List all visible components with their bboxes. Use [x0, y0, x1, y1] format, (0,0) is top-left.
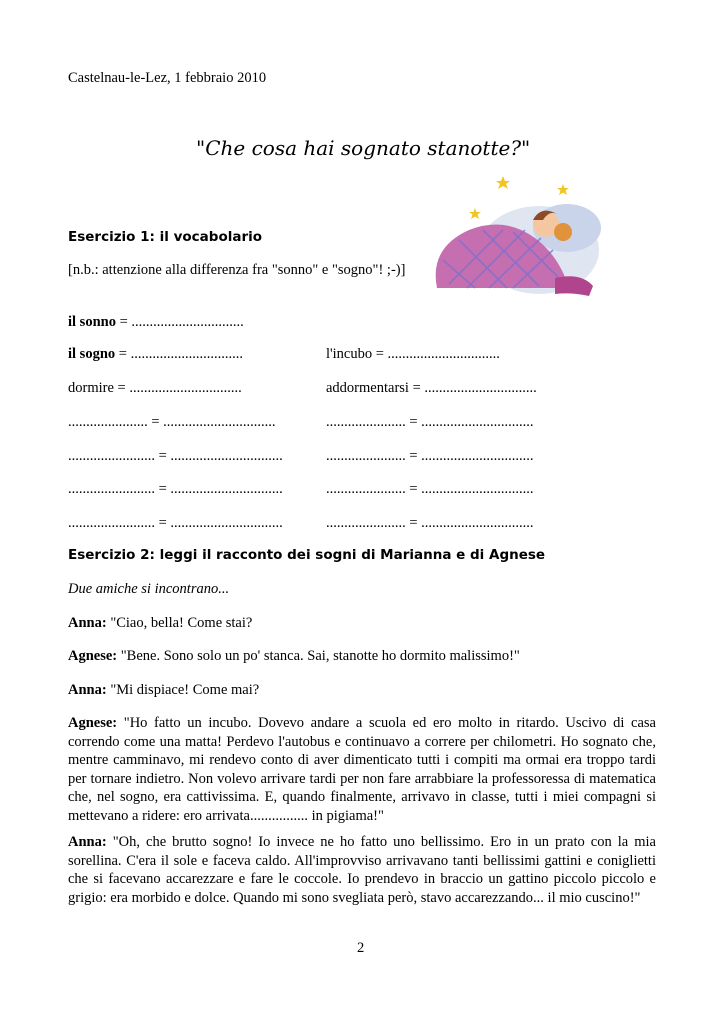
vocab-blank: = ...............................: [113, 380, 242, 396]
vocab-term: il sogno: [68, 346, 116, 362]
dialogue-line-1: [68, 614, 656, 633]
vocab-row-3-right: [326, 380, 537, 397]
vocab-blank: = ...............................: [115, 346, 243, 362]
speaker-name: Anna:: [68, 834, 107, 850]
page-title: "Che cosa hai sognato stanotte?": [196, 136, 531, 160]
vocab-term: il sonno: [68, 314, 116, 330]
dialogue-text: "Ciao, bella! Come stai?: [106, 615, 253, 631]
vocab-row-5-left: ........................ = ...............................: [68, 448, 283, 464]
vocab-row-6-right: ...................... = ...............................: [326, 481, 534, 497]
vocab-row-2-right: [326, 346, 500, 363]
vocab-term: addormentarsi: [326, 380, 409, 396]
speaker-name: Anna:: [68, 615, 107, 631]
vocab-row-1-left: [68, 314, 244, 331]
sleeping-child-illustration: [427, 168, 601, 300]
dialogue-line-2: [68, 647, 656, 666]
dialogue-line-3: [68, 681, 656, 700]
vocab-row-3-left: [68, 380, 242, 397]
vocab-row-6-left: ........................ = ...............................: [68, 481, 283, 497]
vocab-term: dormire: [68, 380, 114, 396]
exercise1-heading: Esercizio 1: il vocabolario: [68, 229, 263, 245]
dialogue-text: "Oh, che brutto sogno! Io invece ne ho fatto uno bellissimo. Ero in un prato con la mia sorellina. C'era il sole e faceva caldo. All'improvviso arrivavano tanti bellissimi gattini e coniglietti che si facevano accarezzare e fare le coccole. Io prendevo in braccio un gattino piccolo piccolo e grigio: era morbido e dolce. Quando mi sono svegliata però, stavo accarezzando... il mio cuscino!": [68, 834, 656, 906]
speaker-name: Anna:: [68, 682, 107, 698]
dialogue-line-4: [68, 714, 656, 825]
dialogue-text: "Bene. Sono solo un po' stanca. Sai, stanotte ho dormito malissimo!": [117, 648, 520, 664]
vocab-term: l'incubo: [326, 346, 373, 362]
vocab-blank: = ...............................: [408, 380, 537, 396]
vocab-row-4-left: ...................... = ...............................: [68, 414, 276, 430]
exercise1-note: [n.b.: attenzione alla differenza fra "sonno" e "sogno"! ;-)]: [68, 262, 406, 278]
vocab-row-2-left: [68, 346, 243, 363]
vocab-blank: = ...............................: [372, 346, 500, 362]
exercise2-intro: Due amiche si incontrano...: [68, 581, 230, 597]
vocab-row-7-right: ...................... = ...............................: [326, 515, 534, 531]
speaker-name: Agnese:: [68, 648, 118, 664]
exercise2-heading: Esercizio 2: leggi il racconto dei sogni di Marianna e di Agnese: [68, 547, 546, 563]
vocab-blank: = ...............................: [119, 314, 244, 330]
dialogue-text: "Mi dispiace! Come mai?: [106, 682, 260, 698]
dialogue-text: "Ho fatto un incubo. Dovevo andare a scuola ed ero molto in ritardo. Uscivo di casa correndo come una matta! Perdevo l'autobus e continuavo a correre per chilometri. Ho sognato che, mentre camminavo, mi rendevo conto di aver dimenticato tutti i compiti ma ormai era troppo tardi per tornare indietro. Non volevo arrivare tardi per non fare arrabbiare la professoressa di matematica che, nel sogno, era cattivissima. E, quando finalmente, arrivavo in classe, tutti i miei compagni si mettevano a ridere: ero arrivata................ in pigiama!": [68, 715, 656, 824]
vocab-row-5-right: ...................... = ...............................: [326, 448, 534, 464]
speaker-name: Agnese:: [68, 715, 118, 731]
vocab-row-4-right: ...................... = ...............................: [326, 414, 534, 430]
vocab-row-7-left: ........................ = ...............................: [68, 515, 283, 531]
place-date: Castelnau-le-Lez, 1 febbraio 2010: [68, 70, 267, 86]
dialogue-line-5: [68, 833, 656, 907]
page-number: 2: [357, 940, 365, 956]
